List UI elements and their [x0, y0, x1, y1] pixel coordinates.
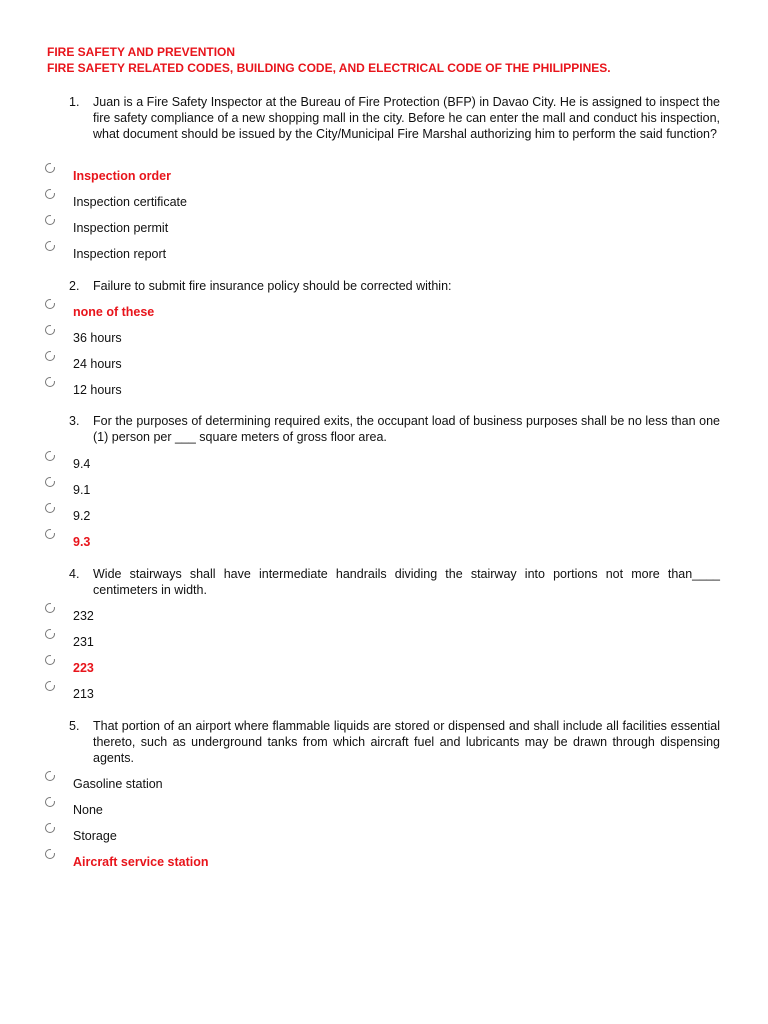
radio-button[interactable]	[45, 299, 55, 309]
option-label: Aircraft service station	[73, 855, 209, 869]
question-number: 4.	[69, 567, 80, 581]
answer-option[interactable]	[45, 797, 545, 823]
document-title: FIRE SAFETY AND PREVENTION	[47, 45, 236, 59]
radio-button[interactable]	[45, 849, 55, 859]
option-label: None	[73, 803, 103, 817]
question-number: 2.	[69, 279, 80, 293]
radio-button[interactable]	[45, 377, 55, 387]
option-label: 232	[73, 609, 94, 623]
option-label: 12 hours	[73, 383, 122, 397]
radio-button[interactable]	[45, 351, 55, 361]
answer-option[interactable]	[45, 629, 545, 655]
answer-option[interactable]	[45, 189, 545, 215]
option-label: Inspection order	[73, 169, 171, 183]
radio-button[interactable]	[45, 603, 55, 613]
question-number: 1.	[69, 95, 80, 109]
answer-option[interactable]	[45, 325, 545, 351]
answer-option[interactable]	[45, 215, 545, 241]
question-number: 3.	[69, 414, 80, 428]
radio-button[interactable]	[45, 823, 55, 833]
radio-button[interactable]	[45, 241, 55, 251]
question-3	[69, 413, 720, 445]
answer-option[interactable]	[45, 377, 545, 403]
option-label: 9.3	[73, 535, 91, 549]
option-label: 231	[73, 635, 94, 649]
answer-option[interactable]	[45, 503, 545, 529]
option-label: 213	[73, 687, 94, 701]
answer-option[interactable]	[45, 655, 545, 681]
radio-button[interactable]	[45, 163, 55, 173]
radio-button[interactable]	[45, 681, 55, 691]
question-5	[69, 718, 720, 766]
option-label: 9.4	[73, 457, 91, 471]
question-4	[69, 566, 720, 598]
option-label: 9.1	[73, 483, 91, 497]
answer-option[interactable]	[45, 163, 545, 189]
radio-button[interactable]	[45, 215, 55, 225]
radio-button[interactable]	[45, 503, 55, 513]
radio-button[interactable]	[45, 797, 55, 807]
radio-button[interactable]	[45, 325, 55, 335]
radio-button[interactable]	[45, 529, 55, 539]
answer-option[interactable]	[45, 451, 545, 477]
answer-option[interactable]	[45, 681, 545, 707]
radio-button[interactable]	[45, 771, 55, 781]
answer-option[interactable]	[45, 351, 545, 377]
radio-button[interactable]	[45, 451, 55, 461]
question-2	[69, 278, 720, 294]
answer-option[interactable]	[45, 849, 545, 875]
option-label: 9.2	[73, 509, 91, 523]
question-text: Juan is a Fire Safety Inspector at the Bureau of Fire Protection (BFP) in Davao City. He is assigned to inspect the fire safety compliance of a new shopping mall in the city. Before he can enter the mall and conduct his inspection, what document should be issued by the City/Municipal Fire Marshal authorizing him to perform the said function?	[93, 95, 720, 141]
question-text: Wide stairways shall have intermediate handrails dividing the stairway into portions not more than____ centimeters in width.	[93, 567, 720, 597]
option-label: 24 hours	[73, 357, 122, 371]
radio-button[interactable]	[45, 189, 55, 199]
option-label: 36 hours	[73, 331, 122, 345]
radio-button[interactable]	[45, 655, 55, 665]
option-label: none of these	[73, 305, 155, 319]
option-label: Storage	[73, 829, 117, 843]
answer-option[interactable]	[45, 241, 545, 267]
radio-button[interactable]	[45, 629, 55, 639]
question-text: That portion of an airport where flammable liquids are stored or dispensed and shall include all facilities essential thereto, such as underground tanks from which aircraft fuel and lubricants may be drawn through dispensing agents.	[93, 719, 720, 765]
option-label: Inspection permit	[73, 221, 169, 235]
radio-button[interactable]	[45, 477, 55, 487]
option-label: Inspection report	[73, 247, 167, 261]
option-label: 223	[73, 661, 94, 675]
question-text: Failure to submit fire insurance policy should be corrected within:	[93, 279, 452, 293]
answer-option[interactable]	[45, 603, 545, 629]
answer-option[interactable]	[45, 477, 545, 503]
question-text: For the purposes of determining required exits, the occupant load of business purposes shall be no less than one (1) person per ___ square meters of gross floor area.	[93, 414, 720, 444]
question-number: 5.	[69, 719, 80, 733]
answer-option[interactable]	[45, 771, 545, 797]
question-1	[69, 94, 720, 142]
option-label: Inspection certificate	[73, 195, 187, 209]
answer-option[interactable]	[45, 529, 545, 555]
answer-option[interactable]	[45, 299, 545, 325]
answer-option[interactable]	[45, 823, 545, 849]
document-subtitle: FIRE SAFETY RELATED CODES, BUILDING CODE, AND ELECTRICAL CODE OF THE PHILIPPINES.	[47, 61, 611, 75]
option-label: Gasoline station	[73, 777, 163, 791]
